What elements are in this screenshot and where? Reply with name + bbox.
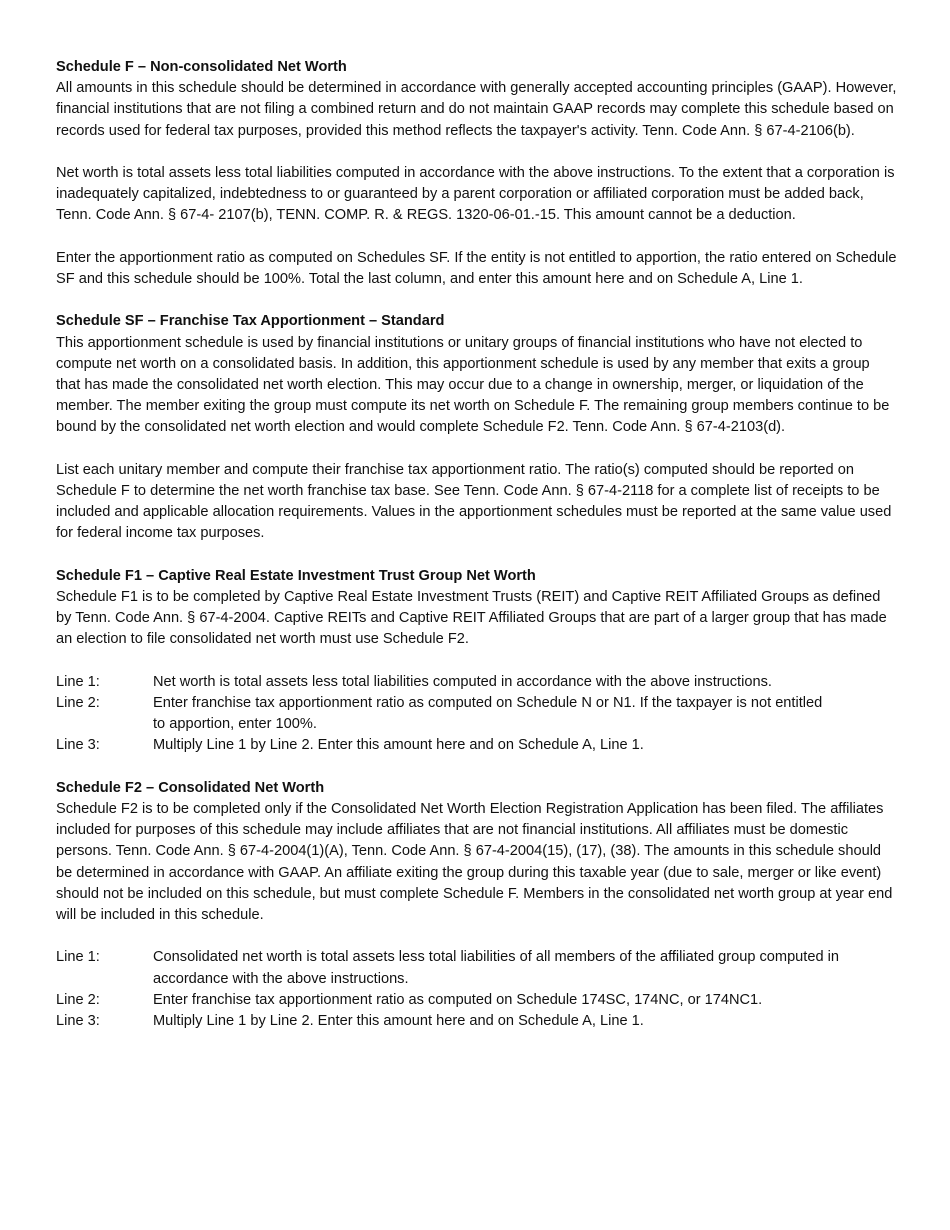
schedule-f-paragraph-ratio: Enter the apportionment ratio as computed on Schedules SF. If the entity is not entitled to apportion, the ratio entered on Schedule SF and this schedule should be 100%. Total the last column, and enter this amount here and on Schedule A, Line 1. <box>56 249 897 287</box>
line-text: Multiply Line 1 by Line 2. Enter this amount here and on Schedule A, Line 1. <box>153 737 644 754</box>
schedule-f-paragraph-net-worth: Net worth is total assets less total liabilities computed in accordance with the above instructions. To the extent that a corporation is inadequately capitalized, indebtedness to or guaranteed by a parent corporation or affiliated corporation must be added back, Tenn. Code Ann. § 67-4- 2107(b), TENN. COMP. R. & REGS. 1320-06-01.-15. This amount cannot be a deduction. <box>56 165 895 224</box>
schedule-f2-paragraph: Schedule F2 is to be completed only if the Consolidated Net Worth Election Registration Application has been filed. The affiliates included for purposes of this schedule may include affiliates that are not financial institutions. All affiliates must be domestic persons. Tenn. Code Ann. § 67-4-2004(1)(A), Tenn. Code Ann. § 67-4-2004(15), (17), (38). The amounts in this schedule should be determined in accordance with GAAP. An affiliate exiting the group during this taxable year (due to sale, merger or like event) should not be included on this schedule, but must complete Schedule F. Members in the consolidated net worth group at year end will be included in this schedule. <box>56 801 893 924</box>
schedule-sf-section <box>56 311 898 544</box>
schedule-f2-line-3 <box>56 1011 898 1032</box>
schedule-f1-line-2 <box>56 693 898 735</box>
schedule-f2-lines <box>56 947 898 1032</box>
line-text: Net worth is total assets less total liabilities computed in accordance with the above instructions. <box>153 673 772 690</box>
schedule-f1-paragraph: Schedule F1 is to be completed by Captive Real Estate Investment Trusts (REIT) and Captive REIT Affiliated Groups as defined by Tenn. Code Ann. § 67-4-2004. Captive REITs and Captive REIT Affiliated Groups that are part of a larger group that has made an election to file consolidated net worth must use Schedule F2. <box>56 589 887 648</box>
schedule-sf-paragraph-usage: This apportionment schedule is used by financial institutions or unitary groups of financial institutions who have not elected to compute net worth on a consolidated basis. In addition, this apportionment schedule is used by any member that exits a group that has made the consolidated net worth election. This may occur due to a change in ownership, merger, or liquidation of the member. The member exiting the group must compute its net worth on Schedule F. The remaining group members continue to be bound by the consolidated net worth election and would complete Schedule F2. Tenn. Code Ann. § 67-4-2103(d). <box>56 334 890 436</box>
line-text: Enter franchise tax apportionment ratio as computed on Schedule N or N1. If the taxpayer is not entitled to apportion, enter 100%. <box>153 695 823 733</box>
line-label: Line 3: <box>56 737 100 754</box>
schedule-f1-line-1 <box>56 672 898 693</box>
schedule-f-paragraph-gaap: All amounts in this schedule should be determined in accordance with generally accepted accounting principles (GAAP). However, financial institutions that are not filing a combined return and do not maintain GAAP records may complete this schedule based on records used for federal tax purposes, provided this method reflects the taxpayer's activity. Tenn. Code Ann. § 67-4-2106(b). <box>56 80 897 139</box>
schedule-f-section <box>56 57 898 290</box>
line-label: Line 1: <box>56 673 100 690</box>
line-label: Line 2: <box>56 695 100 711</box>
schedule-f1-lines <box>56 672 898 757</box>
schedule-f2-line-2 <box>56 990 898 1011</box>
schedule-f1-line-3 <box>56 735 898 756</box>
schedule-f2-heading: Schedule F2 – Consolidated Net Worth <box>56 779 325 796</box>
line-text: Enter franchise tax apportionment ratio as computed on Schedule 174SC, 174NC, or 174NC1. <box>153 991 763 1008</box>
schedule-f2-line-1 <box>56 947 898 989</box>
line-label: Line 1: <box>56 949 100 966</box>
schedule-sf-heading: Schedule SF – Franchise Tax Apportionment – Standard <box>56 313 445 330</box>
instructions-page <box>56 57 898 1053</box>
schedule-f1-heading: Schedule F1 – Captive Real Estate Investment Trust Group Net Worth <box>56 567 536 584</box>
schedule-f-heading: Schedule F – Non-consolidated Net Worth <box>56 59 347 75</box>
schedule-f1-section <box>56 566 898 757</box>
line-text: Consolidated net worth is total assets less total liabilities of all members of the affiliated group computed in accordance with the above instructions. <box>153 949 839 987</box>
schedule-sf-paragraph-members: List each unitary member and compute their franchise tax apportionment ratio. The ratio(s) computed should be reported on Schedule F to determine the net worth franchise tax base. See Tenn. Code Ann. § 67-4-2118 for a complete list of receipts to be included and applicable allocation requirements. Values in the apportionment schedules must be reported at the same value used for federal income tax purposes. <box>56 461 892 542</box>
line-label: Line 2: <box>56 991 100 1008</box>
line-text: Multiply Line 1 by Line 2. Enter this amount here and on Schedule A, Line 1. <box>153 1013 644 1030</box>
line-label: Line 3: <box>56 1013 100 1030</box>
schedule-f2-section <box>56 778 898 1032</box>
